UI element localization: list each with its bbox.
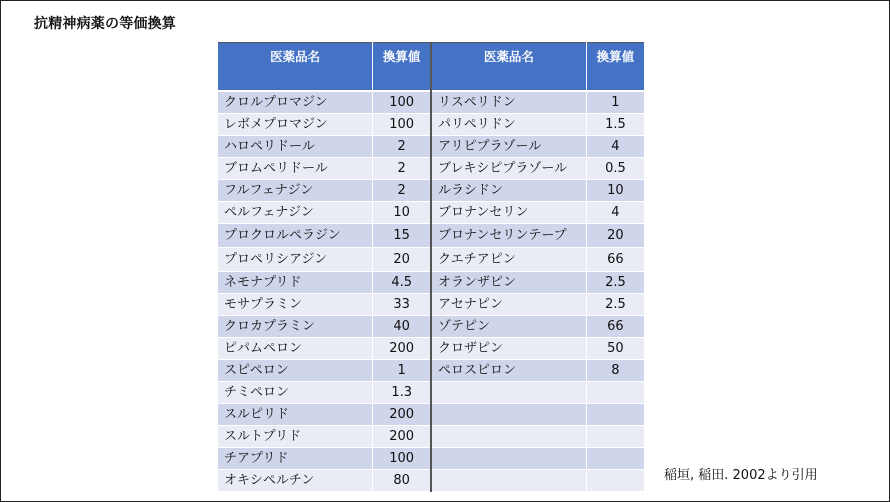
drug-name-right: ブロナンセリン [431,202,586,224]
value-right: 50 [586,338,644,360]
drug-name-right: ペロスピロン [431,360,586,382]
citation: 稲垣, 稲田. 2002より引用 [664,468,818,483]
drug-name-left: チミペロン [218,382,373,404]
value-left: 80 [373,470,431,492]
drug-name-right: クエチアピン [431,248,586,272]
drug-name-left: ハロペリドール [218,136,373,158]
drug-name-left: スピペロン [218,360,373,382]
value-left: 10 [373,202,431,224]
value-right [586,404,644,426]
drug-name-right: アリピプラゾール [431,136,586,158]
value-right: 66 [586,248,644,272]
value-left: 100 [373,448,431,470]
drug-name-left: チアプリド [218,448,373,470]
table-row [218,448,645,470]
drug-name-left: モサプラミン [218,294,373,316]
value-left: 20 [373,248,431,272]
drug-name-left: ペルフェナジン [218,202,373,224]
value-left: 4.5 [373,272,431,294]
drug-name-right: ブレキシピプラゾール [431,158,586,180]
drug-name-left: ブロムペリドール [218,158,373,180]
drug-name-right: クロザピン [431,338,586,360]
table-row [218,91,645,114]
value-left: 15 [373,224,431,248]
value-right: 66 [586,316,644,338]
drug-name-left: ピパムペロン [218,338,373,360]
drug-name-left: クロルプロマジン [218,91,373,114]
header-value-left: 換算値 [373,43,431,92]
table-row [218,224,645,248]
table-header-row [218,43,645,92]
value-right: 8 [586,360,644,382]
value-right: 4 [586,202,644,224]
drug-name-left: オキシペルチン [218,470,373,492]
drug-name-right: パリペリドン [431,114,586,136]
table-row [218,136,645,158]
drug-name-right: ブロナンセリンテープ [431,224,586,248]
value-right: 1.5 [586,114,644,136]
drug-name-left: レボメプロマジン [218,114,373,136]
slide-title: 抗精神病薬の等価換算 [34,16,176,32]
value-left: 33 [373,294,431,316]
table-row [218,382,645,404]
drug-name-left: クロカプラミン [218,316,373,338]
value-right: 2.5 [586,272,644,294]
header-drug-name-left: 医薬品名 [218,43,373,92]
table-row [218,202,645,224]
value-left: 1 [373,360,431,382]
drug-name-right [431,404,586,426]
value-right: 1 [586,91,644,114]
value-left: 2 [373,136,431,158]
header-value-right: 換算値 [586,43,644,92]
value-right [586,426,644,448]
value-left: 40 [373,316,431,338]
table-row [218,158,645,180]
drug-name-right: アセナピン [431,294,586,316]
value-right: 4 [586,136,644,158]
drug-name-right [431,382,586,404]
drug-name-left: フルフェナジン [218,180,373,202]
value-left: 100 [373,91,431,114]
value-left: 2 [373,158,431,180]
drug-name-right: オランザピン [431,272,586,294]
table-row [218,180,645,202]
value-right [586,470,644,492]
value-left: 1.3 [373,382,431,404]
drug-name-right [431,448,586,470]
table-body [218,91,645,492]
header-drug-name-right: 医薬品名 [431,43,586,92]
value-right: 10 [586,180,644,202]
table-row [218,114,645,136]
table-row [218,470,645,492]
drug-name-right [431,470,586,492]
value-right: 2.5 [586,294,644,316]
conversion-table [217,42,645,492]
drug-name-right: ルラシドン [431,180,586,202]
drug-name-right: リスペリドン [431,91,586,114]
drug-name-left: プロペリシアジン [218,248,373,272]
table-row [218,404,645,426]
table-row [218,360,645,382]
table-row [218,248,645,272]
drug-name-left: スルトプリド [218,426,373,448]
drug-name-right: ゾテピン [431,316,586,338]
table-row [218,272,645,294]
table-row [218,338,645,360]
value-right: 20 [586,224,644,248]
value-right: 0.5 [586,158,644,180]
value-right [586,448,644,470]
value-left: 100 [373,114,431,136]
drug-name-left: スルピリド [218,404,373,426]
table-row [218,426,645,448]
drug-name-left: ネモナプリド [218,272,373,294]
table-row [218,294,645,316]
drug-name-right [431,426,586,448]
value-left: 2 [373,180,431,202]
value-left: 200 [373,338,431,360]
value-left: 200 [373,426,431,448]
drug-name-left: プロクロルペラジン [218,224,373,248]
value-right [586,382,644,404]
table-row [218,316,645,338]
value-left: 200 [373,404,431,426]
